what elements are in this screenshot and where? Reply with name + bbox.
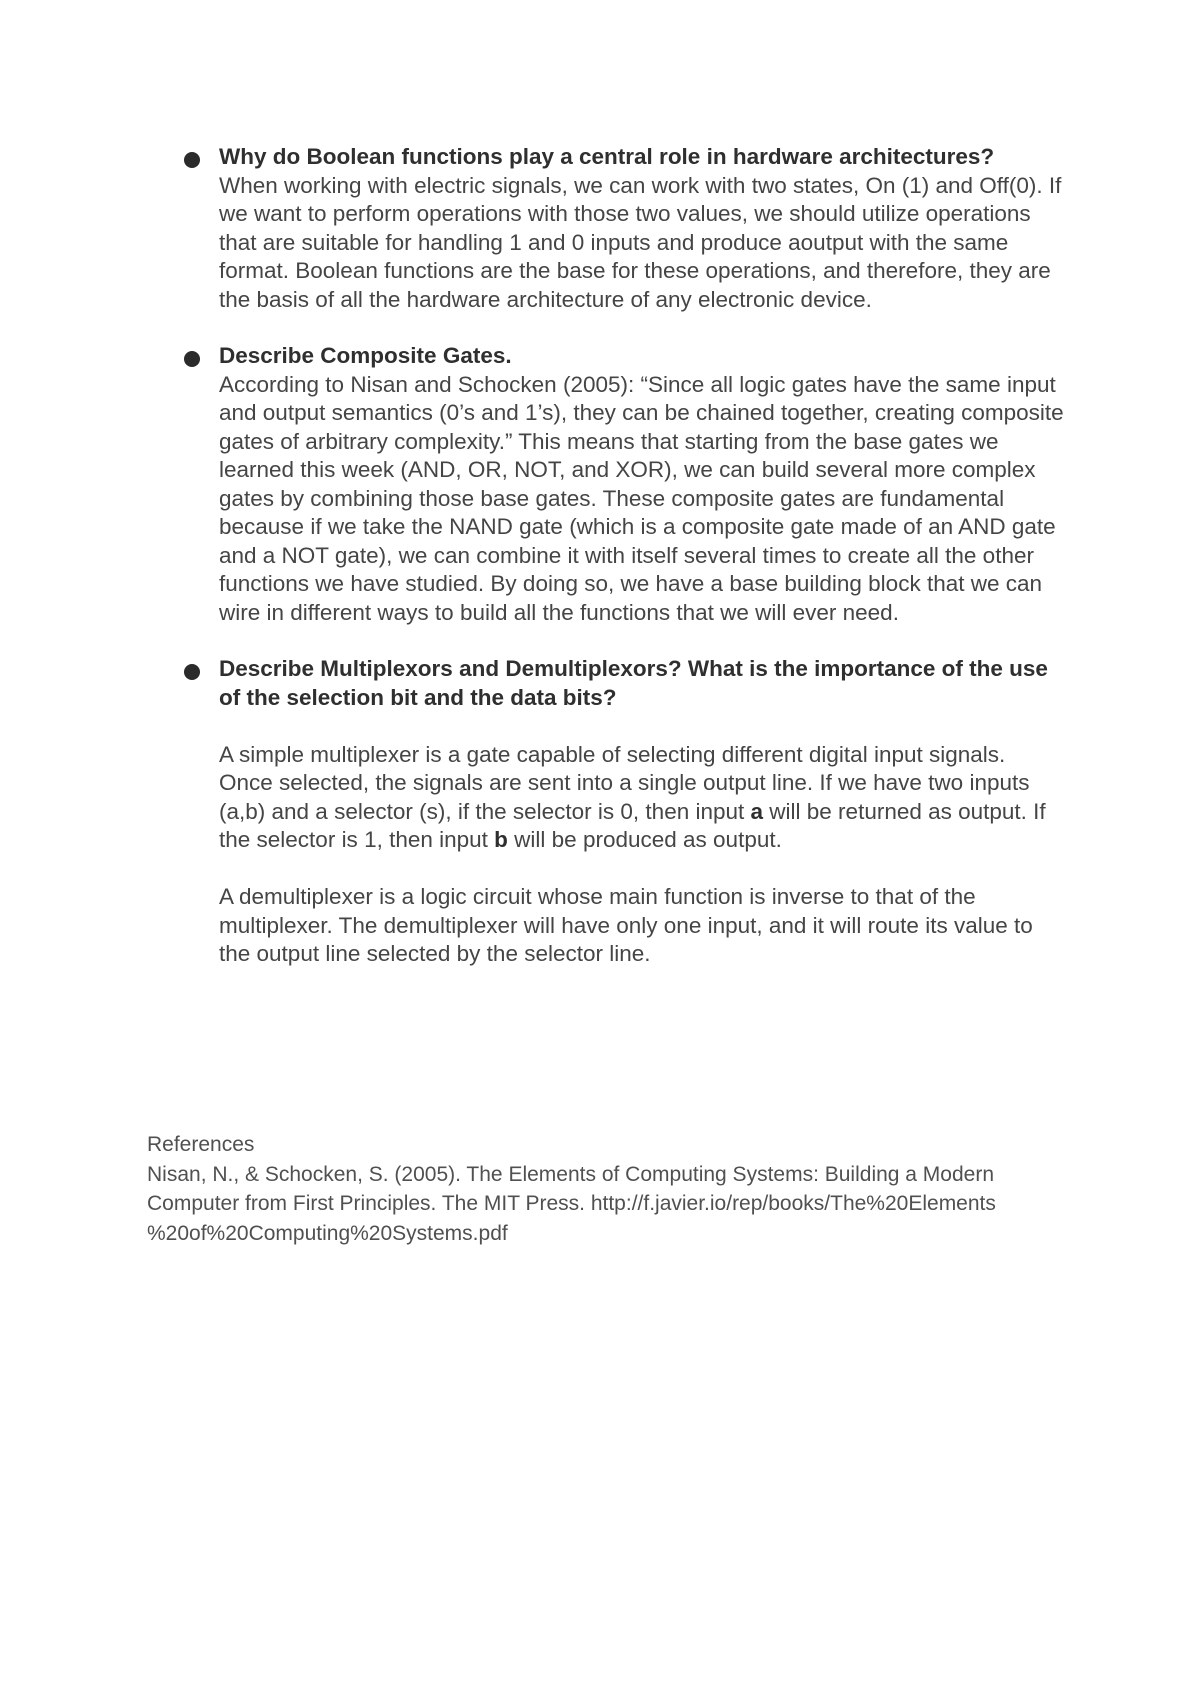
- question-list: [184, 143, 1064, 997]
- multiplexer-text: A simple multiplexer is a gate capable of selecting different digital input signals. Once selected, the signals are sent into a single output line. If we have two inputs (a,b) and a selector (s), if the selector is 0, then input: [219, 741, 1030, 824]
- multiplexer-text: will be produced as output.: [507, 827, 782, 852]
- question-item-composite-gates: [184, 342, 1064, 627]
- reference-entry: Nisan, N., & Schocken, S. (2005). The Elements of Computing Systems: Building a Modern Computer from First Principles. The MIT Press. http://f.javier.io/rep/books/The%20Elements %20of%20Computing%20Systems.pdf: [147, 1162, 996, 1245]
- answer-paragraph: According to Nisan and Schocken (2005): “Since all logic gates have the same input and output semantics (0’s and 1’s), they can be chained together, creating composite gates of arbitrary complexity.” This means that starting from the base gates we learned this week (AND, OR, NOT, and XOR), we can build several more complex gates by combining those base gates. These composite gates are fundamental because if we take the NAND gate (which is a composite gate made of an AND gate and a NOT gate), we can combine it with itself several times to create all the other functions we have studied. By doing so, we have a base building block that we can wire in different ways to build all the functions that we will ever need.: [219, 371, 1064, 625]
- input-a-label: a: [750, 798, 764, 824]
- bullet-icon: [184, 351, 200, 367]
- references-heading: References: [147, 1133, 255, 1156]
- question-item-multiplexors: [184, 655, 1064, 969]
- references-section: [147, 1130, 1067, 1248]
- multiplexer-paragraph: [219, 741, 1064, 855]
- question-heading: Describe Multiplexors and Demultiplexors? What is the importance of the use of the selection bit and the data bits?: [219, 656, 1048, 710]
- demultiplexer-paragraph: A demultiplexer is a logic circuit whose main function is inverse to that of the multiplexer. The demultiplexer will have only one input, and it will route its value to the output line selected by the selector line.: [219, 884, 1033, 966]
- question-item-boolean-functions: [184, 143, 1064, 314]
- bullet-icon: [184, 664, 200, 680]
- multiplexer-text: will be returned as output. If the selector is 1, then input: [219, 798, 1046, 852]
- question-heading: Describe Composite Gates.: [219, 343, 512, 368]
- bullet-icon: [184, 152, 200, 168]
- input-b-label: b: [494, 827, 508, 852]
- answer-paragraph: When working with electric signals, we can work with two states, On (1) and Off(0). If we want to perform operations with those two values, we should utilize operations that are suitable for handling 1 and 0 inputs and produce aoutput with the same format. Boolean functions are the base for these operations, and therefore, they are the basis of all the hardware architecture of any electronic device.: [219, 172, 1062, 312]
- question-heading: Why do Boolean functions play a central role in hardware architectures?: [219, 144, 995, 169]
